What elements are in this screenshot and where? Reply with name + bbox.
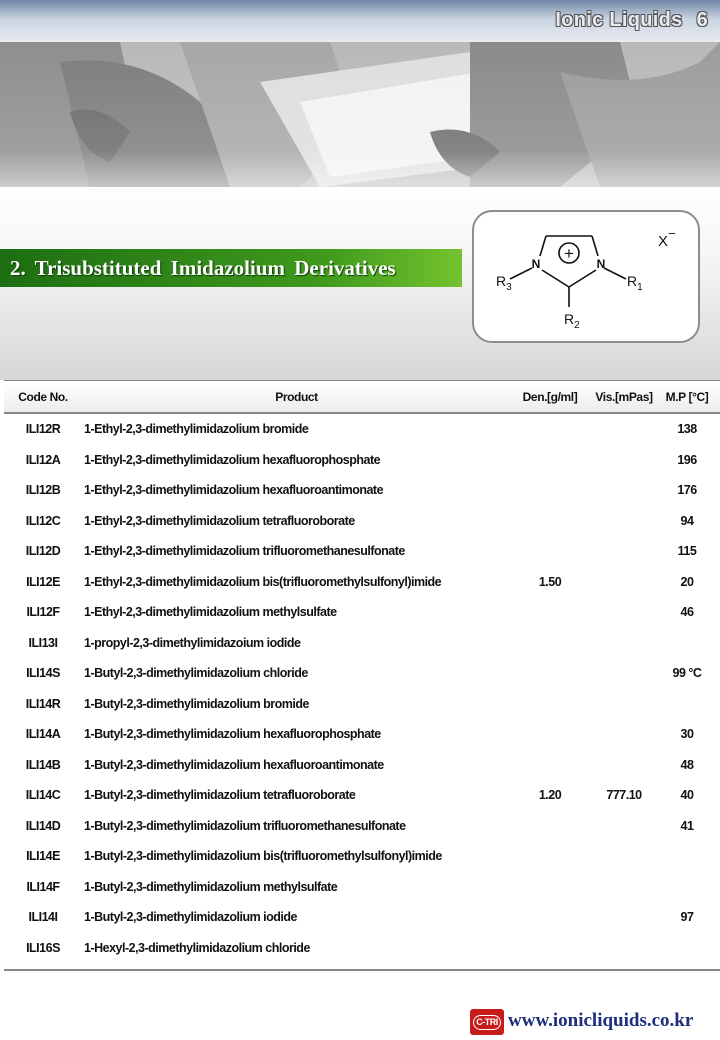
cell-melting-point: 46: [680, 605, 694, 619]
table-row: [4, 567, 720, 598]
substituent-r2: $R_2$: [564, 311, 580, 331]
cell-melting-point: 30: [680, 727, 694, 741]
website-link[interactable]: www.ionicliquids.co.kr: [508, 1010, 694, 1031]
cell-product: 1-Butyl-2,3-dimethylimidazolium iodide: [84, 910, 297, 924]
table-row: [4, 902, 720, 933]
cell-code: ILI14I: [28, 910, 58, 924]
chemical-structure: [472, 210, 700, 343]
nitrogen-left: N: [531, 257, 541, 271]
table-body: [4, 414, 720, 971]
cell-code: ILI14D: [25, 818, 61, 833]
cell-product: 1-Ethyl-2,3-dimethylimidazolium bromide: [84, 422, 309, 436]
positive-charge: +: [564, 244, 574, 263]
section-title: 2. Trisubstituted Imidazolium Derivatives: [0, 249, 462, 287]
col-product: Product: [275, 390, 318, 404]
cell-melting-point: 41: [680, 818, 694, 833]
table-row: [4, 658, 720, 689]
cell-code: ILI13I: [28, 635, 58, 650]
cell-product: 1-Butyl-2,3-dimethylimidazolium chloride: [84, 666, 308, 680]
product-table: [4, 380, 720, 971]
col-density: Den.[g/ml]: [522, 390, 578, 404]
cell-product: 1-Butyl-2,3-dimethylimidazolium bis(trifluoromethylsulfonyl)imide: [84, 849, 442, 863]
cell-code: ILI12D: [25, 544, 61, 558]
substituent-r3: $R_3$: [496, 273, 512, 293]
table-row: [4, 536, 720, 567]
cell-code: ILI14A: [25, 727, 61, 741]
cell-code: ILI12R: [25, 422, 61, 436]
cell-melting-point: 48: [680, 757, 694, 772]
title-area: [0, 187, 720, 380]
table-header: [4, 380, 720, 414]
cell-product: 1-Ethyl-2,3-dimethylimidazolium trifluoromethanesulfonate: [84, 544, 405, 558]
cell-product: 1-Butyl-2,3-dimethylimidazolium hexafluoroantimonate: [84, 757, 384, 772]
col-viscosity: Vis.[mPas]: [595, 390, 653, 404]
cell-product: 1-Butyl-2,3-dimethylimidazolium methylsulfate: [84, 879, 338, 894]
cell-code: ILI14E: [26, 849, 60, 863]
page-number: 6: [696, 9, 708, 31]
table-row: [4, 414, 720, 445]
cell-melting-point: 94: [680, 513, 694, 528]
header-title-text: Ionic Liquids: [555, 9, 683, 31]
cell-code: ILI12E: [26, 574, 60, 589]
cell-code: ILI14C: [25, 788, 61, 802]
cell-product: 1-Butyl-2,3-dimethylimidazolium trifluoromethanesulfonate: [84, 818, 406, 833]
cell-product: 1-Ethyl-2,3-dimethylimidazolium bis(trifluoromethylsulfonyl)imide: [84, 574, 442, 589]
cell-code: ILI14S: [26, 666, 60, 680]
header-photo: [0, 42, 720, 187]
cell-product: 1-Ethyl-2,3-dimethylimidazolium hexafluoroantimonate: [84, 483, 384, 497]
cell-density: 1.50: [538, 574, 562, 589]
cell-code: ILI14F: [26, 879, 60, 894]
anion-label: X−: [658, 226, 676, 250]
cell-code: ILI14B: [25, 757, 61, 772]
cell-code: ILI12C: [25, 513, 61, 528]
cell-melting-point: 115: [677, 544, 697, 558]
company-logo: C-TRI: [470, 1009, 504, 1035]
cell-code: ILI14R: [25, 696, 61, 711]
table-row: [4, 597, 720, 628]
cell-code: ILI16S: [26, 940, 60, 955]
cell-product: 1-Butyl-2,3-dimethylimidazolium tetrafluoroborate: [84, 788, 356, 802]
table-row: [4, 719, 720, 750]
substituent-r1: $R_1$: [627, 273, 643, 293]
table-row: [4, 811, 720, 842]
col-code: Code No.: [18, 390, 68, 404]
cell-melting-point: 196: [677, 452, 697, 467]
cell-melting-point: 97: [680, 910, 694, 924]
cell-product: 1-Ethyl-2,3-dimethylimidazolium tetrafluoroborate: [84, 513, 355, 528]
table-row: [4, 689, 720, 720]
footer: [470, 1008, 708, 1036]
cell-code: ILI12A: [25, 452, 61, 467]
cell-density: 1.20: [538, 788, 562, 802]
cell-code: ILI12B: [25, 483, 61, 497]
cell-melting-point: 40: [680, 788, 694, 802]
col-melting-point: M.P [°C]: [665, 390, 709, 404]
cell-code: ILI12F: [26, 605, 60, 619]
table-row: [4, 506, 720, 537]
header-bar: [0, 0, 720, 42]
nitrogen-right: N: [596, 257, 606, 271]
table-row: [4, 628, 720, 659]
cell-product: 1-Ethyl-2,3-dimethylimidazolium methylsulfate: [84, 605, 337, 619]
cell-product: 1-Butyl-2,3-dimethylimidazolium bromide: [84, 696, 309, 711]
cell-melting-point: 176: [677, 483, 697, 497]
header-title: [555, 9, 708, 32]
table-row: [4, 780, 720, 811]
cell-product: 1-Hexyl-2,3-dimethylimidazolium chloride: [84, 940, 310, 955]
cell-product: 1-Ethyl-2,3-dimethylimidazolium hexafluorophosphate: [84, 452, 381, 467]
cell-viscosity: 777.10: [606, 788, 642, 802]
cell-melting-point: 99 °C: [672, 666, 702, 680]
table-row: [4, 445, 720, 476]
cell-product: 1-propyl-2,3-dimethylimidazoium iodide: [84, 635, 301, 650]
cell-melting-point: 138: [677, 422, 697, 436]
table-row: [4, 841, 720, 872]
table-row: [4, 750, 720, 781]
cell-melting-point: 20: [680, 574, 694, 589]
table-row: [4, 933, 720, 964]
cell-product: 1-Butyl-2,3-dimethylimidazolium hexafluorophosphate: [84, 727, 381, 741]
table-row: [4, 475, 720, 506]
table-row: [4, 872, 720, 903]
